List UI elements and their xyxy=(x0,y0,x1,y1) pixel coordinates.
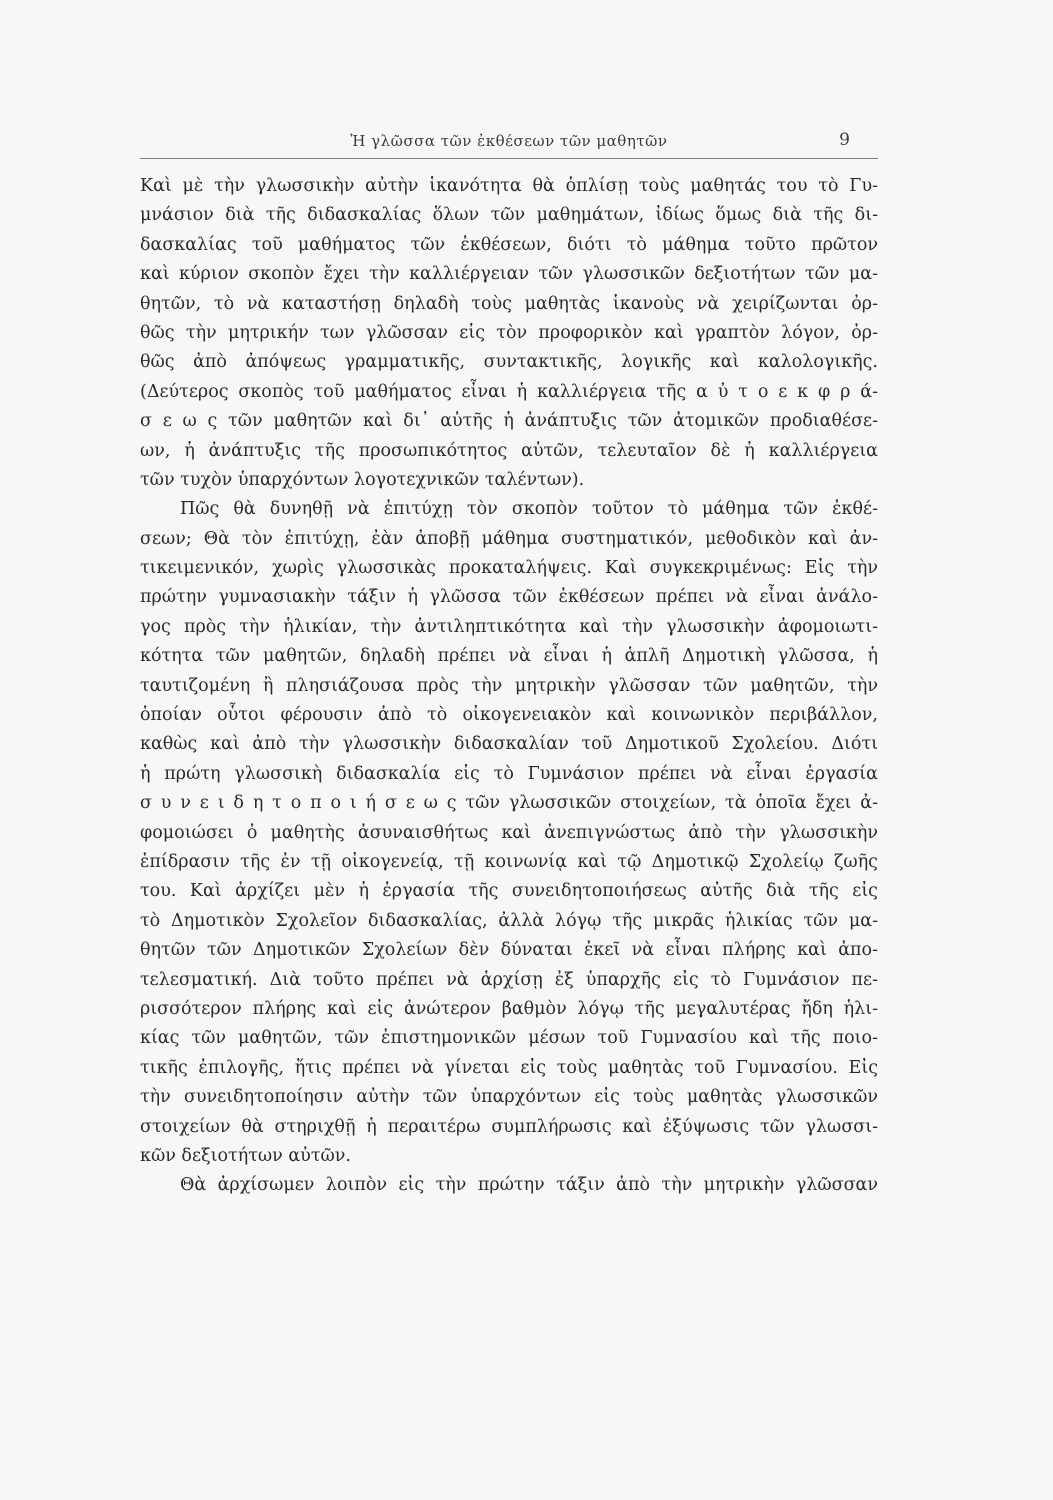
text-line: σεων; Θὰ τὸν ἐπιτύχῃ, ἐὰν ἀποβῇ μάθημα συστηματικόν, μεθοδικὸν καὶ ἀν- xyxy=(140,528,878,549)
text-line: ἡ πρώτη γλωσσικὴ διδασκαλία εἰς τὸ Γυμνάσιον πρέπει νὰ εἶναι ἐργασία xyxy=(140,763,878,784)
text-line: θητῶν, τὸ νὰ καταστήσῃ δηλαδὴ τοὺς μαθητὰς ἱκανοὺς νὰ χειρίζωνται ὀρ- xyxy=(140,293,878,314)
text-line: θητῶν τῶν Δημοτικῶν Σχολείων δὲν δύναται ἐκεῖ νὰ εἶναι πλήρης καὶ ἀπο- xyxy=(140,940,878,961)
text-line: φομοιώσει ὁ μαθητὴς ἀσυναισθήτως καὶ ἀνεπιγνώστως ἀπὸ τὴν γλωσσικὴν xyxy=(140,822,878,843)
text-line: θῶς τὴν μητρικήν των γλῶσσαν εἰς τὸν προφορικὸν καὶ γραπτὸν λόγον, ὀρ- xyxy=(140,322,878,343)
text-line: του. Καὶ ἀρχίζει μὲν ἡ ἐργασία τῆς συνειδητοποιήσεως αὐτῆς διὰ τῆς εἰς xyxy=(140,881,878,902)
text-line: Θὰ ἀρχίσωμεν λοιπὸν εἰς τὴν πρώτην τάξιν ἀπὸ τὴν μητρικὴν γλῶσσαν xyxy=(180,1175,878,1196)
text-line: γος πρὸς τὴν ἡλικίαν, τὴν ἀντιληπτικότητα καὶ τὴν γλωσσικὴν ἀφομοιωτι- xyxy=(140,616,878,637)
text-line: τὸ Δημοτικὸν Σχολεῖον διδασκαλίας, ἀλλὰ λόγῳ τῆς μικρᾶς ἡλικίας τῶν μα- xyxy=(140,910,878,931)
text-line: καὶ κύριον σκοπὸν ἔχει τὴν καλλιέργειαν τῶν γλωσσικῶν δεξιοτήτων τῶν μα- xyxy=(140,264,878,285)
text-line: τικειμενικόν, χωρὶς γλωσσικὰς προκαταλήψεις. Καὶ συγκεκριμένως: Εἰς τὴν xyxy=(140,558,878,579)
text-line: δασκαλίας τοῦ μαθήματος τῶν ἐκθέσεων, διότι τὸ μάθημα τοῦτο πρῶτον xyxy=(140,234,878,255)
text-line: θῶς ἀπὸ ἀπόψεως γραμματικῆς, συντακτικῆς, λογικῆς καὶ καλολογικῆς. xyxy=(140,352,878,373)
text-line: κῶν δεξιοτήτων αὐτῶν. xyxy=(140,1145,351,1166)
text-line: ὁποίαν οὗτοι φέρουσιν ἀπὸ τὸ οἰκογενειακὸν καὶ κοινωνικὸν περιβάλλον, xyxy=(140,705,878,726)
running-title: Ἡ γλῶσσα τῶν ἐκθέσεων τῶν μαθητῶν xyxy=(350,132,668,150)
text-line: ων, ἡ ἀνάπτυξις τῆς προσωπικότητος αὐτῶν, τελευταῖον δὲ ἡ καλλιέργεια xyxy=(140,440,878,461)
page-number: 9 xyxy=(839,130,850,150)
text-line: τικῆς ἐπιλογῆς, ἥτις πρέπει νὰ γίνεται εἰς τοὺς μαθητὰς τοῦ Γυμνασίου. Εἰς xyxy=(140,1057,878,1078)
body-text xyxy=(140,172,878,1201)
text-line: κότητα τῶν μαθητῶν, δηλαδὴ πρέπει νὰ εἶναι ἡ ἁπλῆ Δημοτικὴ γλῶσσα, ἡ xyxy=(140,646,878,667)
text-line: τελεσματική. Διὰ τοῦτο πρέπει νὰ ἀρχίσῃ ἐξ ὑπαρχῆς εἰς τὸ Γυμνάσιον πε- xyxy=(140,969,878,990)
text-line: σ ε ω ς τῶν μαθητῶν καὶ δι᾿ αὐτῆς ἡ ἀνάπτυξις τῶν ἀτομικῶν προδιαθέσε- xyxy=(140,411,878,432)
text-line: πρώτην γυμνασιακὴν τάξιν ἡ γλῶσσα τῶν ἐκθέσεων πρέπει νὰ εἶναι ἀνάλο- xyxy=(140,587,878,608)
text-line: ταυτιζομένη ἢ πλησιάζουσα πρὸς τὴν μητρικὴν γλῶσσαν τῶν μαθητῶν, τὴν xyxy=(140,675,878,696)
text-line: μνάσιον διὰ τῆς διδασκαλίας ὅλων τῶν μαθημάτων, ἰδίως ὅμως διὰ τῆς δι- xyxy=(140,205,878,226)
text-line: Καὶ μὲ τὴν γλωσσικὴν αὐτὴν ἱκανότητα θὰ ὁπλίσῃ τοὺς μαθητάς του τὸ Γυ- xyxy=(140,176,878,196)
text-line: σ υ ν ε ι δ η τ ο π ο ι ή σ ε ω ς τῶν γλωσσικῶν στοιχείων, τὰ ὁποῖα ἔχει ἀ- xyxy=(140,793,878,814)
text-line: κίας τῶν μαθητῶν, τῶν ἐπιστημονικῶν μέσων τοῦ Γυμνασίου καὶ τῆς ποιο- xyxy=(140,1028,878,1049)
running-header xyxy=(140,128,878,159)
text-line: καθὼς καὶ ἀπὸ τὴν γλωσσικὴν διδασκαλίαν τοῦ Δημοτικοῦ Σχολείου. Διότι xyxy=(140,734,878,755)
text-line: στοιχείων θὰ στηριχθῇ ἡ περαιτέρω συμπλήρωσις καὶ ἐξύψωσις τῶν γλωσσι- xyxy=(140,1116,878,1137)
text-line: (Δεύτερος σκοπὸς τοῦ μαθήματος εἶναι ἡ καλλιέργεια τῆς α ὐ τ ο ε κ φ ρ ά- xyxy=(140,381,878,402)
text-line: ρισσότερον πλήρης καὶ εἰς ἀνώτερον βαθμὸν λόγῳ τῆς μεγαλυτέρας ἤδη ἡλι- xyxy=(140,998,878,1019)
text-line: τὴν συνειδητοποίησιν αὐτὴν τῶν ὑπαρχόντων εἰς τοὺς μαθητὰς γλωσσικῶν xyxy=(140,1087,878,1108)
text-line: τῶν τυχὸν ὑπαρχόντων λογοτεχνικῶν ταλέντων). xyxy=(140,469,585,490)
text-line: ἐπίδρασιν τῆς ἐν τῇ οἰκογενείᾳ, τῇ κοινωνίᾳ καὶ τῷ Δημοτικῷ Σχολείῳ ζωῆς xyxy=(140,851,878,872)
text-line: Πῶς θὰ δυνηθῇ νὰ ἐπιτύχῃ τὸν σκοπὸν τοῦτον τὸ μάθημα τῶν ἐκθέ- xyxy=(180,499,878,520)
